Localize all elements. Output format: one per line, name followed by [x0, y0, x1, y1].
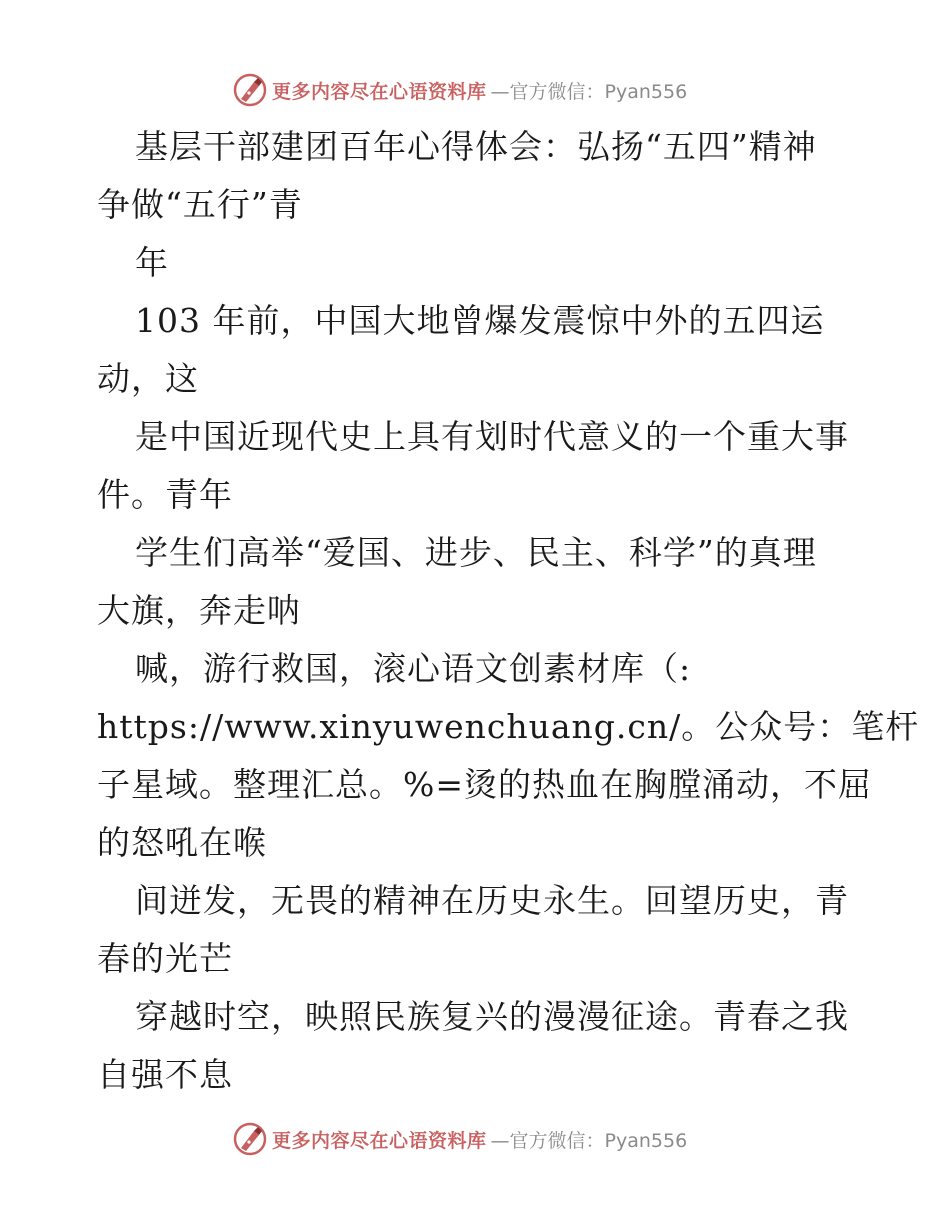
text-line: 的怒吼在喉 [97, 823, 267, 862]
text-line: 年 [135, 243, 169, 282]
text-line: 件。青年 [97, 475, 233, 514]
text-line: 穿越时空，映照民族复兴的漫漫征途。青春之我 [135, 997, 849, 1036]
text-line: 大旗，奔走呐 [97, 591, 301, 630]
pen-nib-logo-icon [232, 1121, 268, 1157]
pen-nib-logo-icon [232, 72, 268, 108]
text-line: 自强不息 [97, 1055, 233, 1094]
text-line: 基层干部建团百年心得体会：弘扬“五四”精神 [135, 127, 817, 166]
header-watermark [232, 70, 687, 110]
text-line: 是中国近现代史上具有划时代意义的一个重大事 [135, 417, 849, 456]
watermark-official-text: —官方微信：Pyan556 [490, 1129, 688, 1152]
text-line: 103 年前，中国大地曾爆发震惊中外的五四运 [135, 301, 825, 340]
watermark-brand-text: 更多内容尽在心语资料库 [272, 1129, 487, 1152]
footer-watermark [232, 1119, 687, 1159]
text-line: 春的光芒 [97, 939, 233, 978]
text-line: 争做“五行”青 [97, 185, 303, 224]
text-line: 动，这 [97, 359, 199, 398]
text-line: 学生们高举“爱国、进步、民主、科学”的真理 [135, 533, 817, 572]
text-line: 间迸发，无畏的精神在历史永生。回望历史，青 [135, 881, 849, 920]
document-body [97, 118, 920, 1104]
text-line: https://www.xinyuwenchuang.cn/。公众号：笔杆 [97, 707, 920, 746]
watermark-official-text: —官方微信：Pyan556 [490, 80, 688, 103]
watermark-brand-text: 更多内容尽在心语资料库 [272, 80, 487, 103]
text-line: 喊，游行救国，滚心语文创素材库（: [135, 649, 692, 688]
text-line: 子星域。整理汇总。%=烫的热血在胸膛涌动，不屈 [97, 765, 873, 804]
